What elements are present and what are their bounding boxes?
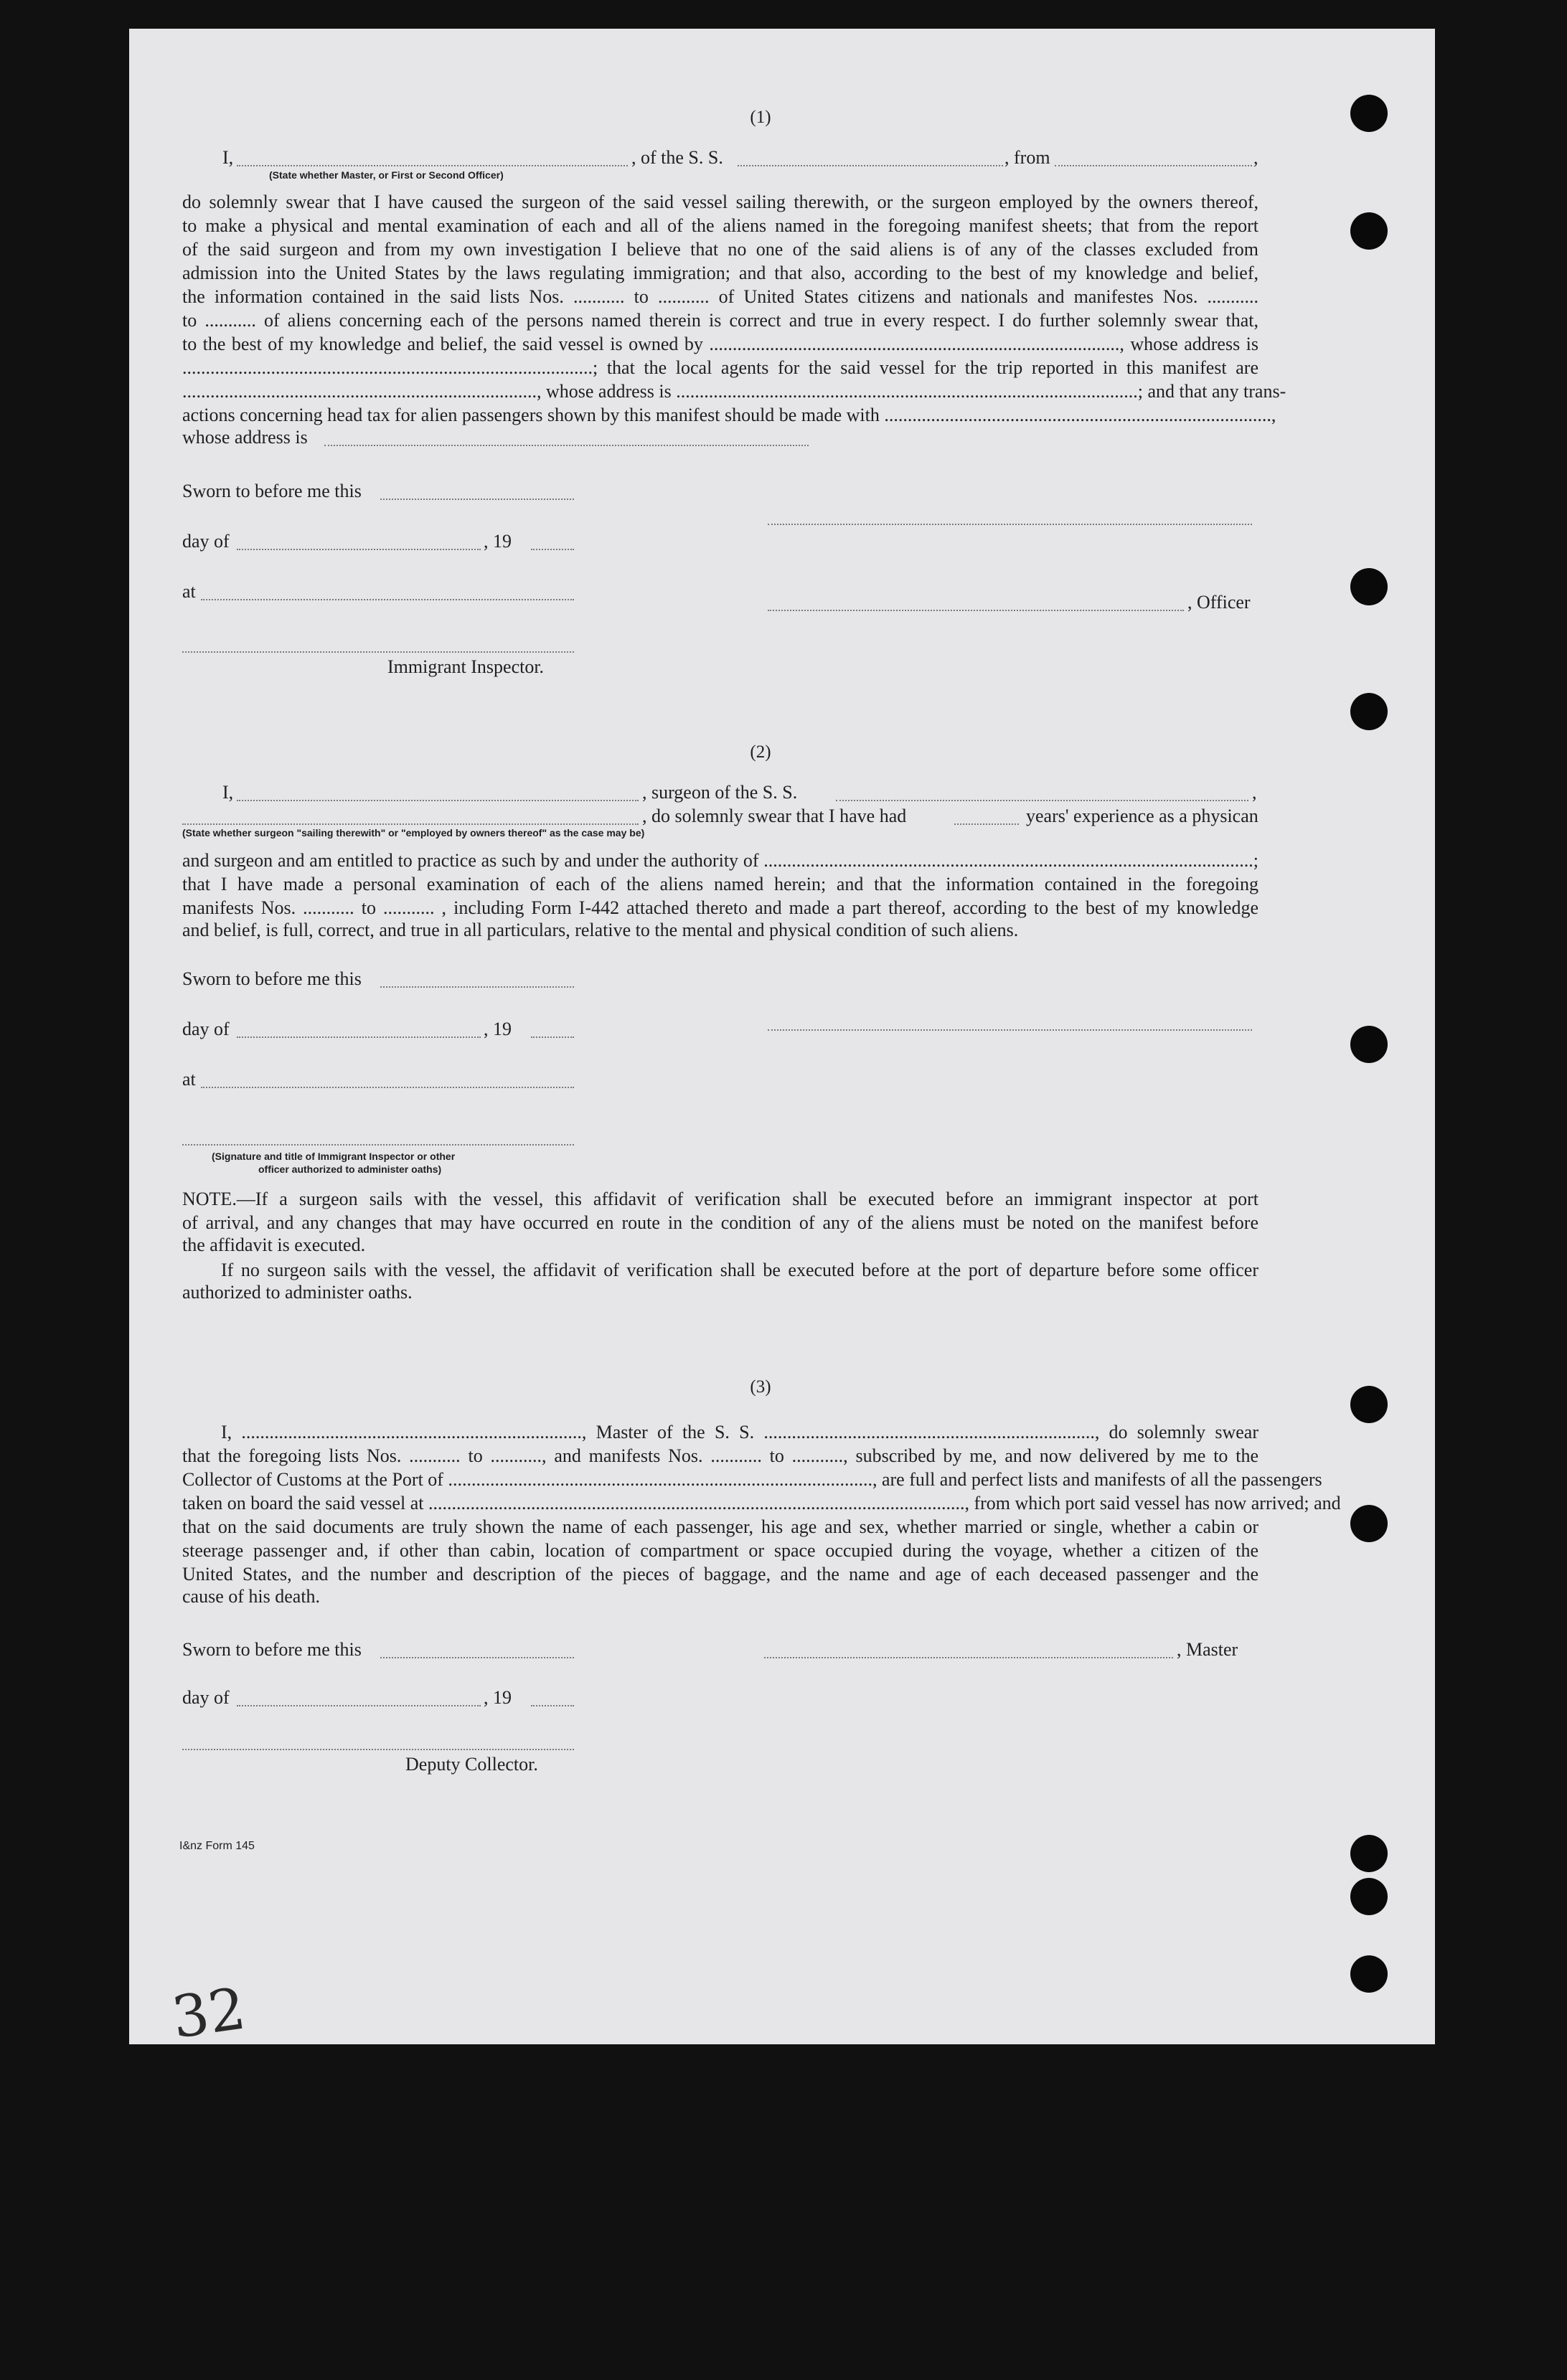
- sworn-label: Sworn to before me this: [182, 1639, 362, 1660]
- oath-line: whose address is: [182, 427, 308, 448]
- oath-line: manifests Nos. ........... to ........... , including Form I-442 attached thereto and made a part thereof, according to the best of my knowledge: [182, 897, 1258, 918]
- officer-rank-note: (State whether Master, or First or Second Officer): [269, 169, 504, 181]
- oath-line: admission into the United States by the laws regulating immigration; and that also, according to the best of my knowledge and belief,: [182, 263, 1258, 283]
- year-blank[interactable]: [531, 1705, 574, 1706]
- oath-line: do solemnly swear that I have caused the surgeon of the said vessel sailing therewith, or the surgeon employed by the owners thereof,: [182, 192, 1258, 212]
- note-line: the affidavit is executed.: [182, 1234, 366, 1255]
- of-the-ss-label: , of the S. S.: [631, 147, 723, 168]
- surgeon-name-blank[interactable]: [237, 800, 639, 801]
- oath-line: that the foregoing lists Nos. ........... to ..........., and manifests Nos. ........... to ..........., subscribed by me, and now delivered by me to the: [182, 1445, 1258, 1466]
- punch-hole: [1350, 568, 1388, 605]
- section2-line1: I,: [222, 782, 234, 803]
- oath-line: United States, and the number and description of the pieces of baggage, and the name and age of each deceased passenger and the: [182, 1564, 1258, 1585]
- inspector-signature-blank[interactable]: [182, 1144, 574, 1146]
- line-end: ,: [1252, 782, 1257, 803]
- surgeon-signature-blank[interactable]: [768, 1029, 1252, 1031]
- month-blank[interactable]: [237, 1705, 481, 1706]
- oath-line: ........................................................................................; that the local agents for the said vessel for the trip reported in this manifest are: [182, 357, 1258, 378]
- punch-hole: [1350, 1835, 1388, 1872]
- sworn-date-blank[interactable]: [380, 499, 574, 500]
- section-number: (2): [750, 742, 771, 762]
- year-blank[interactable]: [531, 549, 574, 550]
- year-label: , 19: [484, 1019, 512, 1039]
- month-blank[interactable]: [237, 1036, 481, 1038]
- note-line: If no surgeon sails with the vessel, the affidavit of verification shall be executed before at the port of departure before some officer: [221, 1260, 1258, 1280]
- note-line: authorized to administer oaths.: [182, 1282, 413, 1303]
- oath-line: that on the said documents are truly shown the name of each passenger, his age and sex, whether married or single, whether a cabin or: [182, 1516, 1258, 1537]
- oath-line: cause of his death.: [182, 1586, 321, 1607]
- oath-line: and belief, is full, correct, and true in all particulars, relative to the mental and physical condition of such aliens.: [182, 920, 1019, 940]
- surgeon-type-note: (State whether surgeon "sailing therewith" or "employed by owners thereof" as the case may be): [182, 827, 645, 839]
- year-label: , 19: [484, 531, 512, 552]
- surgeon-of-label: , surgeon of the S. S.: [642, 782, 798, 803]
- inspector-signature-blank[interactable]: [182, 651, 574, 653]
- at-label: at: [182, 1069, 196, 1090]
- sworn-date-blank[interactable]: [380, 1657, 574, 1658]
- punch-hole: [1350, 212, 1388, 250]
- signature-note: officer authorized to administer oaths): [258, 1163, 442, 1175]
- master-label: , Master: [1177, 1639, 1238, 1660]
- place-blank[interactable]: [201, 1087, 574, 1088]
- oath-line: Collector of Customs at the Port of ..........................................................................................., are full and perfect lists and manifests of all the passengers: [182, 1469, 1322, 1490]
- at-label: at: [182, 581, 196, 602]
- collector-label: Deputy Collector.: [405, 1754, 538, 1775]
- punch-hole: [1350, 1878, 1388, 1915]
- from-label: , from: [1004, 147, 1050, 168]
- officer-label: , Officer: [1187, 592, 1251, 613]
- oath-line: and surgeon and am entitled to practice as such by and under the authority of .........................................................................................................;: [182, 850, 1258, 871]
- oath-line: steerage passenger and, if other than cabin, location of compartment or space occupied during the voyage, whether a citizen of the: [182, 1540, 1258, 1561]
- inspector-label: Immigrant Inspector.: [387, 656, 545, 677]
- oath-line: of the said surgeon and from my own investigation I believe that no one of the said aliens is of any of the classes excluded from: [182, 239, 1258, 260]
- day-of-label: day of: [182, 531, 230, 552]
- signature-note: (Signature and title of Immigrant Inspector or other: [212, 1151, 456, 1162]
- note-line: NOTE.—If a surgeon sails with the vessel, this affidavit of verification shall be executed before an immigrant inspector at port: [182, 1189, 1258, 1209]
- manifest-page: [129, 29, 1435, 2051]
- vessel-name-blank[interactable]: [738, 165, 1003, 166]
- punch-hole: [1350, 1026, 1388, 1063]
- handwritten-page-number: 32: [168, 1975, 250, 2051]
- year-blank[interactable]: [531, 1036, 574, 1038]
- swear-label: , do solemnly swear that I have had: [642, 806, 907, 826]
- from-port-blank[interactable]: [1055, 165, 1252, 166]
- master-name-blank[interactable]: [237, 165, 628, 166]
- collector-signature-blank[interactable]: [182, 1749, 574, 1750]
- note-line: of arrival, and any changes that may have occurred en route in the condition of any of the aliens must be noted on the manifest before: [182, 1212, 1258, 1233]
- oath-line: to ........... of aliens concerning each of the persons named therein is correct and true in every respect. I do further solemnly swear that,: [182, 310, 1258, 331]
- section1-line1: I,: [222, 147, 234, 168]
- punch-hole: [1350, 1955, 1388, 1993]
- oath-line: taken on board the said vessel at ..................................................................................................................., from which port said vessel has now arrived; and: [182, 1493, 1341, 1514]
- section-number: (3): [750, 1377, 771, 1397]
- punch-hole: [1350, 1505, 1388, 1542]
- oath-line: ............................................................................, whose address is ...................................................................................................; and that any trans-: [182, 381, 1286, 402]
- master-signature-blank[interactable]: [764, 1657, 1173, 1658]
- vessel-name-blank[interactable]: [836, 800, 1248, 801]
- officer-title-blank[interactable]: [768, 610, 1184, 611]
- address-blank[interactable]: [324, 445, 809, 446]
- punch-hole: [1350, 693, 1388, 730]
- years-blank[interactable]: [954, 823, 1019, 825]
- month-blank[interactable]: [237, 549, 481, 550]
- surgeon-type-blank[interactable]: [182, 823, 639, 825]
- oath-line: to make a physical and mental examination of each and all of the aliens named in the foregoing manifest sheets; that from the report: [182, 215, 1258, 236]
- oath-line: that I have made a personal examination of each of the aliens named herein; and that the information contained in the foregoing: [182, 874, 1258, 894]
- oath-line: I, ........................................................................., Master of the S. S. ......................................................................., do solemnly swear: [221, 1422, 1258, 1442]
- line-end: ,: [1253, 147, 1258, 168]
- place-blank[interactable]: [201, 599, 574, 600]
- day-of-label: day of: [182, 1687, 230, 1708]
- day-of-label: day of: [182, 1019, 230, 1039]
- section-number: (1): [750, 108, 771, 127]
- sworn-date-blank[interactable]: [380, 986, 574, 988]
- year-label: , 19: [484, 1687, 512, 1708]
- officer-signature-blank[interactable]: [768, 524, 1252, 525]
- oath-line: the information contained in the said lists Nos. ........... to ........... of United States citizens and nationals and manifestes Nos. ...........: [182, 286, 1258, 307]
- oath-line: actions concerning head tax for alien passengers shown by this manifest should be made with ...................................................................................,: [182, 405, 1276, 425]
- sworn-label: Sworn to before me this: [182, 968, 362, 989]
- form-number: I&nz Form 145: [179, 1840, 255, 1852]
- sworn-label: Sworn to before me this: [182, 481, 362, 501]
- experience-label: years' experience as a physican: [1026, 806, 1258, 826]
- oath-line: to the best of my knowledge and belief, the said vessel is owned by ........................................................................................, whose address is: [182, 334, 1258, 354]
